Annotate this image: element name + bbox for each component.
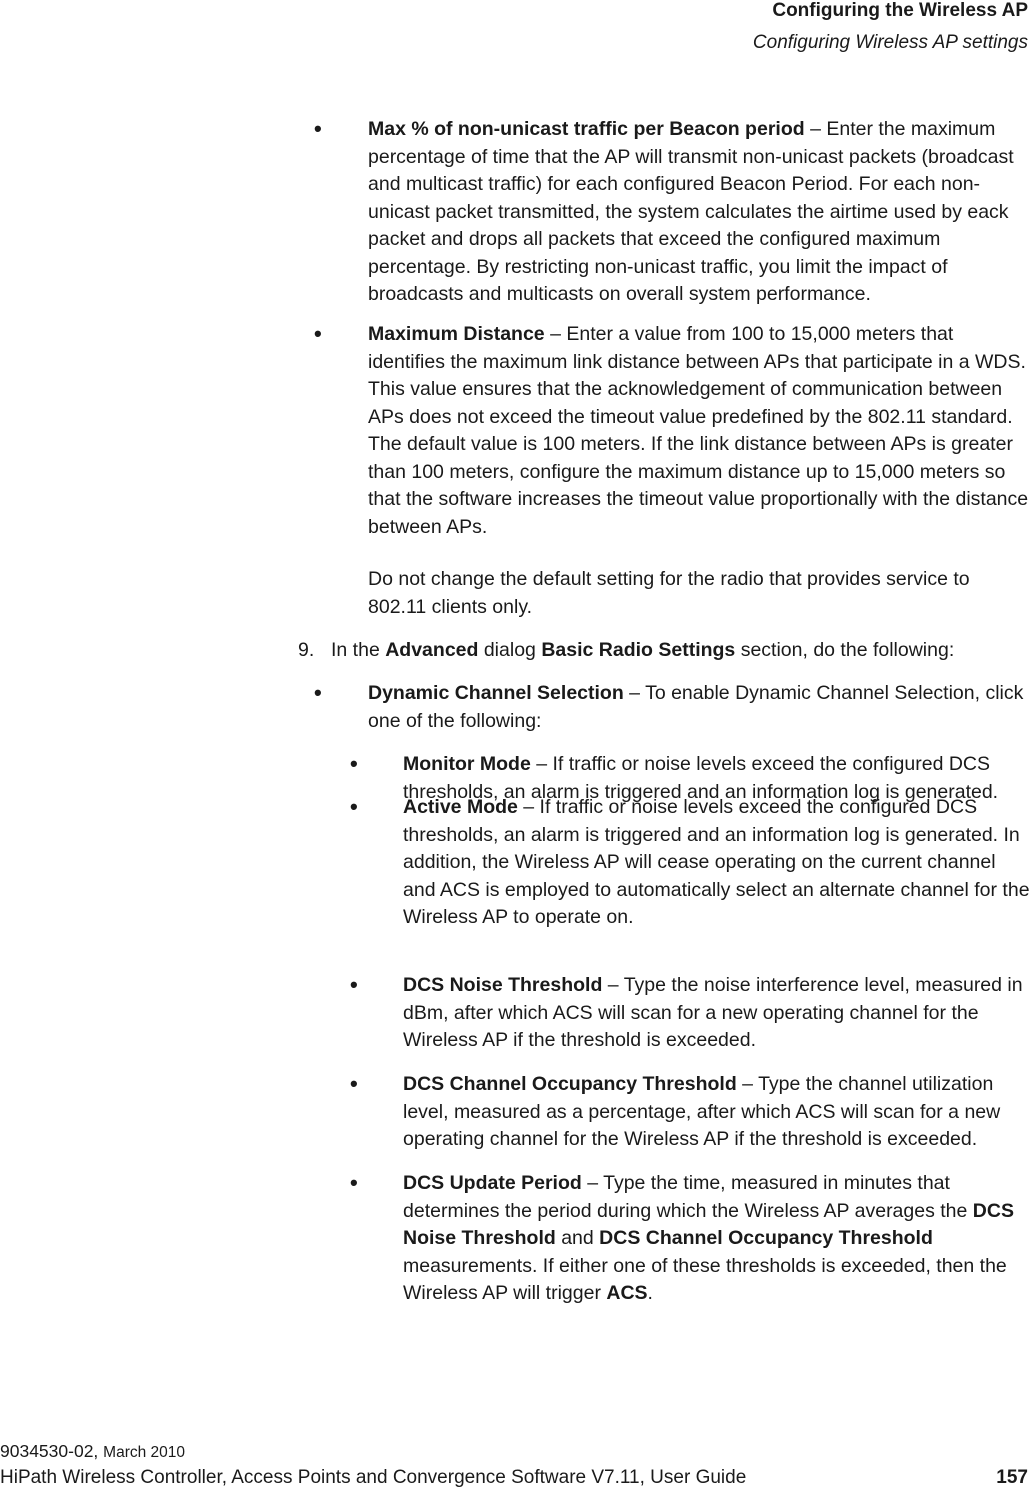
ref-channel-occupancy: DCS Channel Occupancy Threshold: [599, 1227, 933, 1249]
description: – Type the noise interference level, measured in dBm, after which ACS will scan for a new operating channel for the Wireless AP if the threshold is exceeded.: [403, 974, 1023, 1051]
guide-title: HiPath Wireless Controller, Access Points and Convergence Software V7.11, User Guide: [0, 1467, 747, 1488]
bullet: •: [350, 794, 358, 819]
term: DCS Channel Occupancy Threshold: [403, 1073, 737, 1095]
step-text-mid: dialog: [478, 639, 542, 661]
description: – Enter the maximum percentage of time that the AP will transmit non-unicast packets (broadcast and multicast traffic) for each configured Beacon Period. For each non-unicast packet transmitted, the system calculates the airtime used by eack packet and drops all packets that exceed the configured maximum percentage. By restricting non-unicast traffic, you limit the impact of broadcasts and multicasts on overall system performance.: [368, 118, 1014, 305]
bullet: •: [350, 1170, 358, 1195]
item-paragraph: [403, 1170, 1033, 1308]
bullet: •: [314, 116, 322, 141]
description: – If traffic or noise levels exceed the configured DCS thresholds, an alarm is triggered and an information log is generated.: [403, 753, 999, 803]
bullet: •: [350, 1071, 358, 1096]
description-part1: – Type the time, measured in minutes that determines the period during which the Wireless AP averages the: [403, 1172, 973, 1222]
section-subtitle: Configuring Wireless AP settings: [752, 32, 1028, 53]
ref-noise-threshold: DCS Noise Threshold: [403, 1199, 1014, 1249]
bullet: •: [350, 751, 358, 776]
item-paragraph: [403, 1071, 1033, 1154]
item-paragraph: [403, 794, 1033, 932]
bullet: •: [314, 680, 322, 705]
term: Maximum Distance: [368, 323, 545, 345]
note-paragraph: Do not change the default setting for the radio that provides service to 802.11 clients only.: [368, 568, 970, 618]
chapter-title: Configuring the Wireless AP: [772, 0, 1028, 21]
doc-date: March 2010: [103, 1444, 186, 1461]
description-part2: measurements. If either one of these thresholds is exceeded, then the Wireless AP will trigger: [403, 1254, 1007, 1304]
advanced-ref: Advanced: [385, 639, 479, 661]
period: .: [647, 1282, 653, 1304]
description: – Type the channel utilization level, measured as a percentage, after which ACS will scan for a new operating channel for the Wireless AP if the threshold is exceeded.: [403, 1073, 1001, 1150]
page-number: 157: [996, 1467, 1028, 1488]
doc-id-line: [0, 1441, 185, 1462]
item-paragraph: [403, 972, 1033, 1055]
term: Monitor Mode: [403, 753, 531, 775]
step-text-post: section, do the following:: [735, 639, 955, 661]
step-number: 9.: [298, 639, 315, 661]
description: – To enable Dynamic Channel Selection, click one of the following:: [368, 682, 1024, 732]
section-ref: Basic Radio Settings: [541, 639, 736, 661]
term: DCS Noise Threshold: [403, 974, 603, 996]
bullet: •: [314, 321, 322, 346]
term: Dynamic Channel Selection: [368, 682, 624, 704]
item-paragraph: [368, 116, 1032, 309]
description: – Enter a value from 100 to 15,000 meters that identifies the maximum link distance between APs that participate in a WDS. This value ensures that the acknowledgement of communication between APs does not exceed the timeout value predefined by the 802.11 standard. The default value is 100 meters. If the link distance between APs is greater than 100 meters, configure the maximum distance up to 15,000 meters so that the software increases the timeout value proportionally with the distance between APs.: [368, 323, 1029, 538]
item-paragraph: [368, 321, 1032, 541]
term: DCS Update Period: [403, 1172, 582, 1194]
step-text: [331, 637, 1031, 665]
ref-acs: ACS: [606, 1282, 648, 1304]
conjunction: and: [555, 1227, 600, 1249]
doc-id: 9034530-02,: [0, 1441, 104, 1461]
term: Max % of non-unicast traffic per Beacon period: [368, 118, 805, 140]
description: – If traffic or noise levels exceed the configured DCS thresholds, an alarm is triggered and an information log is generated. In addition, the Wireless AP will cease operating on the current channel and ACS is employed to automatically select an alternate channel for the Wireless AP to operate on.: [403, 796, 1030, 928]
item-paragraph: [368, 680, 1032, 735]
term: Active Mode: [403, 796, 518, 818]
bullet: •: [350, 972, 358, 997]
step-text-pre: In the: [331, 639, 386, 661]
